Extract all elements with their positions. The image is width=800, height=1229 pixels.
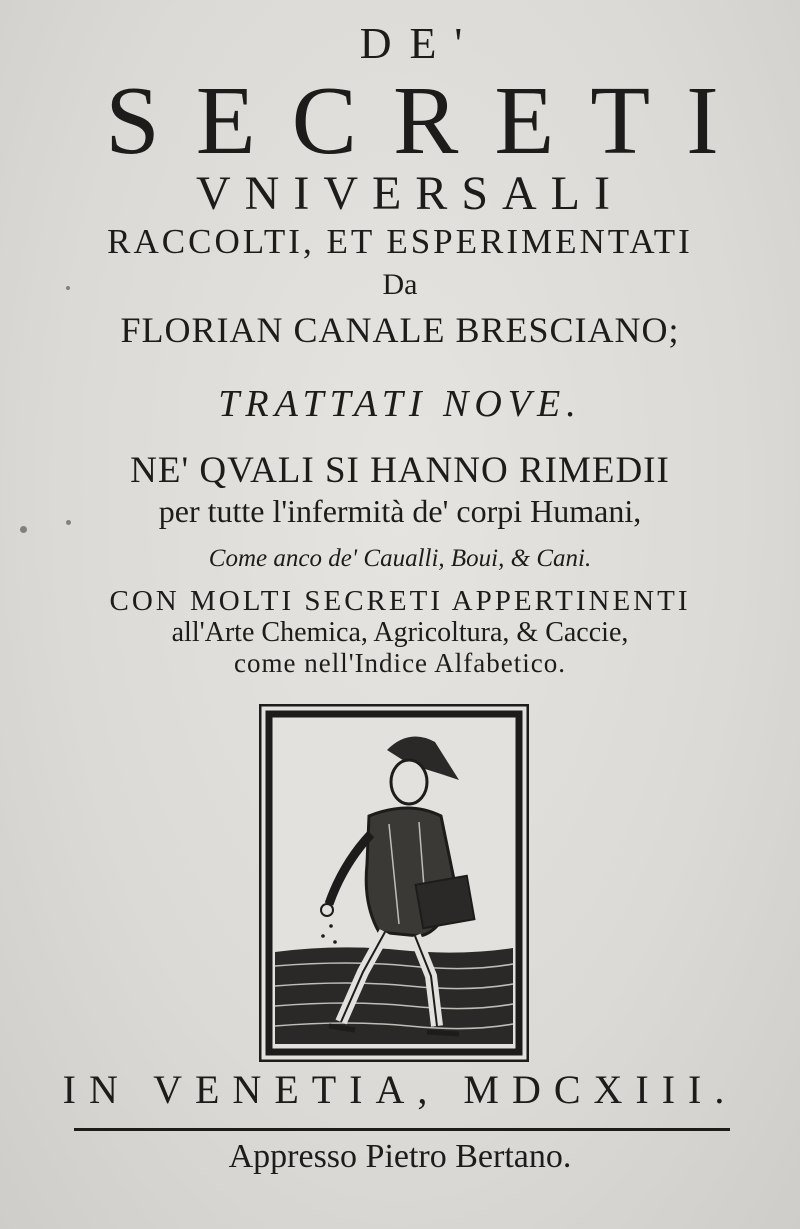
author-name: FLORIAN CANALE BRESCIANO; (120, 310, 680, 350)
subtitle-raccolti: RACCOLTI, ET ESPERIMENTATI (107, 222, 693, 261)
description-line-4: CON MOLTI SECRETI APPERTINENTI (109, 585, 691, 617)
byline-da: Da (382, 268, 418, 301)
title-secreti: SECRETI (105, 67, 755, 175)
ink-speck (66, 520, 71, 525)
trattati-nove: TRATTATI NOVE. (218, 383, 582, 425)
ink-speck (20, 526, 27, 533)
description-line-6: come nell'Indice Alfabetico. (234, 648, 566, 678)
woodcut-sower-icon (259, 704, 529, 1062)
description-line-3: Come anco de' Caualli, Boui, & Cani. (208, 545, 592, 572)
description-line-1: NE' QVALI SI HANNO RIMEDII (130, 450, 670, 491)
imprint-place-date: IN VENETIA, MDCXIII. (62, 1067, 738, 1112)
description-line-5: all'Arte Chemica, Agricoltura, & Caccie, (171, 617, 629, 648)
title-de: DE' (359, 19, 481, 68)
description-line-2: per tutte l'infermità de' corpi Humani, (158, 493, 642, 529)
ink-speck (66, 286, 70, 290)
imprint-publisher: Appresso Pietro Bertano. (228, 1138, 572, 1175)
title-universali: VNIVERSALI (196, 167, 624, 220)
imprint-divider (74, 1128, 730, 1131)
